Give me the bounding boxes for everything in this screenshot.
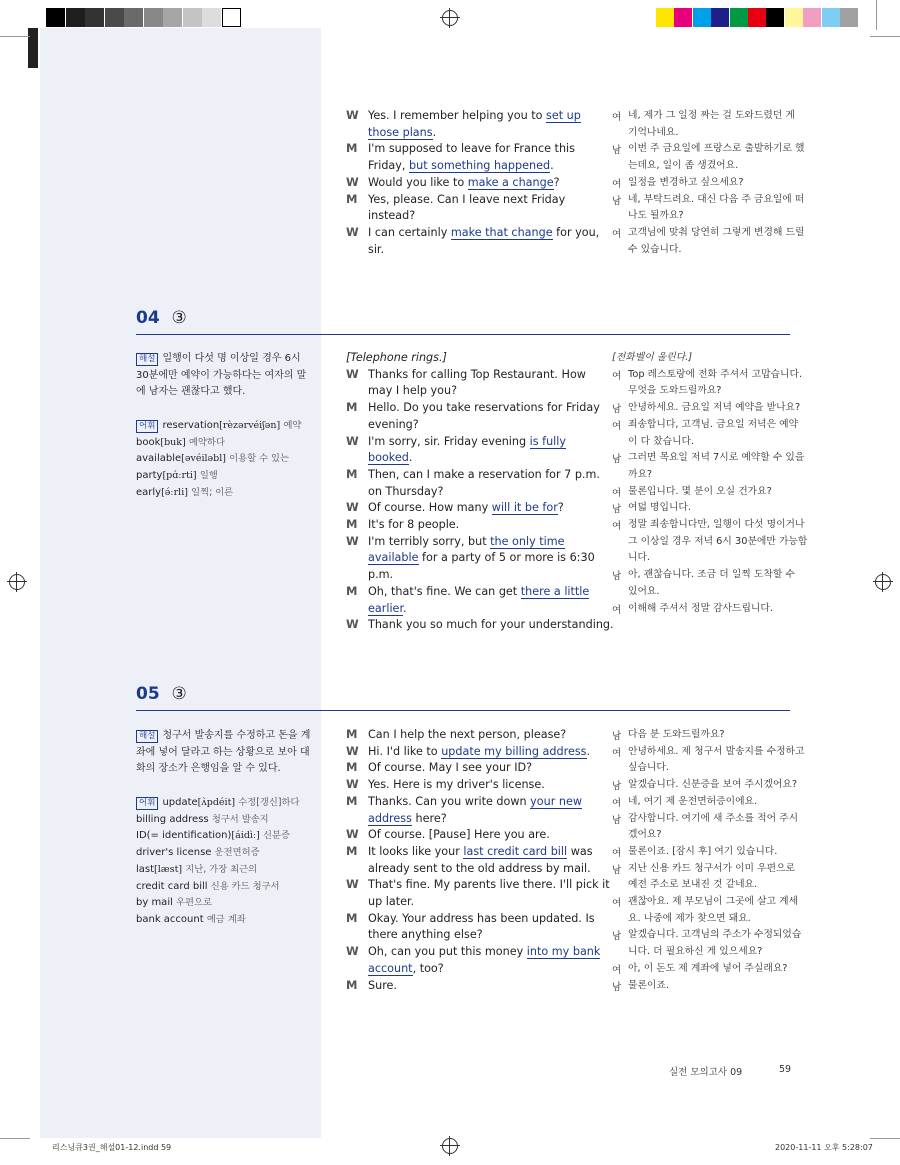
translation-line: 네, 제가 그 일정 짜는 걸 도와드렸던 게 bbox=[628, 110, 795, 121]
translation-line: 까요? bbox=[628, 468, 653, 480]
speaker-label-ko: 여 bbox=[612, 898, 622, 909]
explanation-text: 청구서 발송지를 수정하고 돈을 계 bbox=[162, 730, 311, 741]
crop-mark bbox=[870, 1138, 900, 1139]
translation-line: 고객님에 맞춰 당연히 그렇게 변경해 드릴 bbox=[628, 226, 805, 238]
speaker-label-ko: 여 bbox=[612, 604, 622, 616]
explanation-line bbox=[136, 727, 310, 744]
speaker-label-ko: 여 bbox=[612, 797, 622, 809]
color-swatch bbox=[183, 8, 202, 27]
dialogue-line: Can I help the next person, please? bbox=[368, 728, 567, 741]
translation-line: 물론이죠. [잠시 후] 여기 있습니다. bbox=[628, 845, 778, 857]
speaker-label: W bbox=[346, 500, 359, 515]
translation-line: 니다. 더 필요하신 게 있으세요? bbox=[628, 946, 763, 958]
vocab-meaning: 예약 bbox=[283, 420, 302, 431]
dialogue-line: [Telephone rings.] bbox=[346, 351, 447, 364]
speaker-label: M bbox=[346, 910, 358, 925]
dialogue-line: Oh, can you put this money into my bank bbox=[368, 945, 601, 959]
speaker-label: M bbox=[346, 191, 358, 206]
translation-line: 니다. bbox=[628, 552, 651, 564]
vocab-item bbox=[136, 794, 299, 811]
explanation-tag: 해설 bbox=[136, 730, 158, 743]
translation-line: 무엇을 도와드릴까요? bbox=[628, 385, 722, 397]
vocab-item bbox=[136, 467, 218, 484]
speaker-label: W bbox=[346, 433, 359, 448]
translation-line: 아, 괜찮습니다. 조금 더 일찍 도착할 수 bbox=[628, 569, 795, 581]
dialogue-line: earlier. bbox=[368, 601, 407, 615]
vocab-meaning: 지난, 가장 최근의 bbox=[185, 863, 258, 875]
section-05-title: 05 ③ bbox=[136, 684, 187, 704]
color-swatch bbox=[85, 8, 104, 27]
dialogue-line: It's for 8 people. bbox=[368, 518, 460, 531]
speaker-label-ko: 남 bbox=[612, 931, 622, 943]
color-swatch bbox=[222, 8, 241, 27]
translation-line: 네, 여기 제 운전면허증이에요. bbox=[628, 795, 758, 807]
dialogue-line: instead? bbox=[368, 209, 416, 223]
dialogue-line: I'm terribly sorry, but the only time bbox=[368, 534, 565, 548]
translation-line: 이해해 주셔서 정말 감사드립니다. bbox=[628, 602, 773, 614]
vocab-item bbox=[136, 894, 212, 911]
dialogue-line: evening? bbox=[368, 417, 419, 431]
translation-line: 정말 죄송합니다만, 일행이 다섯 명이거나 bbox=[628, 519, 805, 530]
page-edge-tab bbox=[28, 28, 38, 68]
color-swatch bbox=[674, 8, 692, 27]
dialogue-line: there anything else? bbox=[368, 928, 483, 942]
dialogue-line: Yes, please. Can I leave next Friday bbox=[368, 192, 566, 206]
translation-line: 아, 이 돈도 제 계좌에 넣어 주실래요? bbox=[628, 962, 788, 974]
footer-book-title: 실전 모의고사 09 bbox=[669, 1067, 743, 1078]
dialogue-line: Thank you so much for your understanding. bbox=[368, 618, 614, 632]
vocab-word: available bbox=[136, 453, 182, 465]
speaker-label-ko: 여 bbox=[612, 521, 622, 532]
crop-mark bbox=[870, 36, 900, 37]
color-swatch bbox=[144, 8, 163, 27]
vocab-word: reservation bbox=[162, 420, 220, 431]
translation-line: 그 이상일 경우 저녁 6시 30분에만 가능합 bbox=[628, 535, 808, 547]
vocab-phonetic: [ə́ːrli] bbox=[161, 486, 188, 498]
dialogue-line: Thanks for calling Top Restaurant. How bbox=[368, 367, 586, 381]
vocab-tag: 어휘 bbox=[136, 797, 158, 810]
speaker-label-ko: 남 bbox=[612, 781, 622, 793]
dialogue-line: Of course. [Pause] Here you are. bbox=[368, 828, 550, 842]
dialogue-line: on Thursday? bbox=[368, 484, 444, 498]
translation-line: 다음 분 도와드릴까요? bbox=[628, 729, 725, 740]
color-swatch bbox=[46, 8, 65, 27]
explanation-text: 좌에 넣어 달라고 하는 상황으로 보아 대 bbox=[136, 746, 310, 758]
speaker-label: M bbox=[346, 843, 358, 858]
translation-line: 안녕하세요. 금요일 저녁 예약을 받나요? bbox=[628, 402, 801, 414]
vocab-word: party bbox=[136, 470, 163, 482]
translation-line: 감사합니다. 여기에 새 주소를 적어 주시 bbox=[628, 812, 799, 824]
vocab-phonetic: [ʌ̀pdéit] bbox=[197, 797, 236, 808]
vocab-phonetic: [læst] bbox=[154, 863, 183, 875]
dialogue-line: Oh, that's fine. We can get there a little bbox=[368, 584, 590, 598]
translation-line: 죄송합니다, 고객님. 금요일 저녁은 예약 bbox=[628, 418, 799, 430]
vocab-meaning: 예금 계좌 bbox=[206, 913, 246, 925]
vocab-word: driver's license bbox=[136, 847, 212, 859]
speaker-label: W bbox=[346, 108, 359, 122]
speaker-label: W bbox=[346, 827, 359, 842]
dialogue-line: sir. bbox=[368, 242, 385, 256]
speaker-label-ko: 남 bbox=[612, 571, 622, 583]
speaker-label: M bbox=[346, 977, 358, 992]
color-swatch bbox=[840, 8, 858, 27]
vocab-word: update bbox=[162, 797, 198, 808]
speaker-label-ko: 남 bbox=[612, 981, 622, 993]
speaker-label: W bbox=[346, 743, 359, 758]
dialogue-line: That's fine. My parents live there. I'll pick it bbox=[368, 878, 610, 892]
speaker-label: M bbox=[346, 141, 358, 156]
speaker-label: M bbox=[346, 400, 358, 415]
speaker-label-ko: 여 bbox=[612, 370, 622, 382]
explanation-tag: 해설 bbox=[136, 353, 158, 366]
explanation-text: 일행이 다섯 명 이상일 경우 6시 bbox=[162, 353, 301, 364]
translation-line: 괜찮아요. 제 부모님이 그곳에 살고 계세 bbox=[628, 896, 799, 907]
speaker-label-ko: 남 bbox=[612, 864, 622, 876]
translation-line: 기억나네요. bbox=[628, 126, 679, 138]
dialogue-line: Sure. bbox=[368, 978, 397, 992]
color-swatch bbox=[124, 8, 143, 27]
vocab-phonetic: [rèzərvéiʃən] bbox=[219, 420, 281, 431]
dialogue-line: Yes. I remember helping you to set up bbox=[368, 109, 581, 122]
vocab-word: bank account bbox=[136, 913, 204, 925]
color-swatch bbox=[693, 8, 711, 27]
color-swatch bbox=[730, 8, 748, 27]
vocab-meaning: 신분증 bbox=[263, 830, 290, 842]
vocab-meaning: 일찍; 이른 bbox=[191, 486, 234, 498]
vocab-item bbox=[136, 861, 257, 878]
dialogue-line: Then, can I make a reservation for 7 p.m. bbox=[368, 467, 600, 481]
section-divider bbox=[136, 710, 790, 711]
slug-filename: 리스닝큐3권_해설01-12.indd 59 bbox=[52, 1143, 172, 1152]
speaker-label-ko: 남 bbox=[612, 404, 622, 416]
translation-line: 지난 신용 카드 청구서가 이미 우편으로 bbox=[628, 862, 795, 874]
dialogue-line: Thanks. Can you write down your new bbox=[368, 794, 582, 808]
vocab-phonetic: [pɑ́ːrti] bbox=[162, 470, 197, 482]
vocab-word: by mail bbox=[136, 897, 173, 909]
speaker-label: M bbox=[346, 760, 358, 775]
speaker-label: W bbox=[346, 533, 359, 548]
speaker-label: W bbox=[346, 174, 359, 189]
dialogue-line: Friday, but something happened. bbox=[368, 159, 554, 173]
translation-line: 알겠습니다. 고객님의 주소가 수정되었습 bbox=[628, 929, 802, 941]
dialogue-line: already sent to the old address by mail. bbox=[368, 861, 591, 875]
speaker-label-ko: 여 bbox=[612, 112, 622, 123]
vocab-item bbox=[136, 827, 290, 844]
vocab-meaning: 예약하다 bbox=[188, 436, 225, 448]
vocab-item bbox=[136, 450, 289, 467]
speaker-label-ko: 여 bbox=[612, 178, 622, 190]
slug-date: 2020-11-11 오후 5:28:07 bbox=[775, 1143, 873, 1152]
translation-line: [전화벨이 울린다.] bbox=[612, 352, 693, 363]
speaker-label-ko: 여 bbox=[612, 847, 622, 859]
dialogue-line: Of course. How many will it be for? bbox=[368, 501, 564, 515]
speaker-label: M bbox=[346, 583, 358, 598]
vocab-phonetic: [buk] bbox=[160, 436, 186, 448]
vocab-meaning: 이용할 수 있는 bbox=[229, 453, 289, 465]
speaker-label: W bbox=[346, 777, 359, 792]
translation-line: Top 레스토랑에 전화 주셔서 고맙습니다. bbox=[628, 368, 803, 380]
color-swatch bbox=[766, 8, 784, 27]
explanation-line bbox=[136, 367, 306, 384]
translation-line: 그러면 목요일 저녁 7시로 예약할 수 있을 bbox=[628, 452, 805, 464]
page-number: 59 bbox=[779, 1064, 792, 1075]
translation-line: 는데요, 일이 좀 생겼어요. bbox=[628, 160, 739, 172]
speaker-label-ko: 남 bbox=[612, 504, 622, 516]
speaker-label: W bbox=[346, 224, 359, 239]
dialogue-line: Hi. I'd like to update my billing address. bbox=[368, 744, 591, 758]
dialogue-line: those plans. bbox=[368, 125, 437, 139]
dialogue-line: Of course. May I see your ID? bbox=[368, 761, 533, 775]
color-swatch bbox=[785, 8, 803, 27]
color-swatch bbox=[711, 8, 729, 27]
speaker-label-ko: 여 bbox=[612, 420, 622, 432]
speaker-label: W bbox=[346, 944, 359, 959]
vocab-item bbox=[136, 844, 260, 861]
dialogue-line: account, too? bbox=[368, 961, 444, 975]
explanation-text: 화의 장소가 은행임을 알 수 있다. bbox=[136, 763, 281, 775]
dialogue-line: Okay. Your address has been updated. Is bbox=[368, 911, 595, 925]
translation-line: 예전 주소로 보내진 것 같네요. bbox=[628, 879, 758, 891]
speaker-label: W bbox=[346, 617, 359, 632]
translation-line: 안녕하세요. 제 청구서 발송지를 수정하고 bbox=[628, 745, 805, 757]
vocab-item bbox=[136, 434, 225, 451]
crop-mark bbox=[876, 0, 877, 30]
dialogue-line: available for a party of 5 or more is 6:30 bbox=[368, 551, 595, 565]
explanation-line bbox=[136, 760, 281, 777]
speaker-label-ko: 남 bbox=[612, 814, 622, 826]
vocab-item bbox=[136, 811, 269, 828]
translation-line: 물론이죠. bbox=[628, 979, 669, 991]
vocab-meaning: 운전면허증 bbox=[214, 847, 260, 859]
section-divider bbox=[136, 334, 790, 335]
dialogue-line: Hello. Do you take reservations for Friday bbox=[368, 401, 600, 415]
vocab-item bbox=[136, 878, 280, 895]
explanation-line bbox=[136, 383, 245, 400]
speaker-label-ko: 남 bbox=[612, 454, 622, 466]
dialogue-line: address here? bbox=[368, 811, 447, 825]
vocab-word: early bbox=[136, 486, 162, 498]
section-04-title: 04 ③ bbox=[136, 308, 187, 328]
registration-mark-icon bbox=[442, 1138, 458, 1154]
vocab-meaning: 청구서 발송지 bbox=[211, 813, 269, 825]
dialogue-line: Would you like to make a change? bbox=[368, 175, 560, 189]
vocab-meaning: 우편으로 bbox=[176, 897, 212, 909]
translation-line: 이번 주 금요일에 프랑스로 출발하기로 했 bbox=[628, 143, 805, 155]
vocab-word: ID(= identification) bbox=[136, 830, 232, 842]
crop-mark bbox=[0, 36, 30, 37]
translation-line: 싶습니다. bbox=[628, 762, 669, 774]
speaker-label-ko: 남 bbox=[612, 195, 622, 207]
speaker-label: M bbox=[346, 517, 358, 531]
vocab-item bbox=[136, 484, 233, 501]
dialogue-line: I'm supposed to leave for France this bbox=[368, 142, 575, 156]
vocab-phonetic: [əvéiləbl] bbox=[181, 453, 226, 465]
explanation-text: 에 남자는 괜찮다고 했다. bbox=[136, 386, 246, 398]
vocab-meaning: 신용 카드 청구서 bbox=[210, 880, 280, 892]
speaker-label-ko: 여 bbox=[612, 487, 622, 499]
translation-line: 물론입니다. 몇 분이 오실 건가요? bbox=[628, 485, 772, 497]
translation-line: 겠어요? bbox=[628, 829, 662, 841]
speaker-label: W bbox=[346, 366, 359, 381]
translation-line: 네, 부탁드려요. 대신 다음 주 금요일에 떠 bbox=[628, 193, 805, 205]
vocab-word: last bbox=[136, 863, 155, 875]
translation-line: 이 다 찼습니다. bbox=[628, 435, 695, 447]
crop-mark bbox=[0, 1138, 30, 1139]
color-swatch bbox=[803, 8, 821, 27]
speaker-label: W bbox=[346, 877, 359, 892]
speaker-label: M bbox=[346, 466, 358, 481]
speaker-label: M bbox=[346, 793, 358, 808]
dialogue-line: Yes. Here is my driver's license. bbox=[368, 778, 545, 792]
translation-line: 있어요. bbox=[628, 585, 660, 597]
translation-line: 요. 나중에 제가 찾으면 돼요. bbox=[628, 912, 751, 924]
color-swatch bbox=[748, 8, 766, 27]
dialogue-line: I'm sorry, sir. Friday evening is fully bbox=[368, 434, 567, 448]
color-swatch bbox=[822, 8, 840, 27]
color-swatch bbox=[656, 8, 674, 27]
dialogue-line: p.m. bbox=[368, 568, 394, 582]
vocab-word: billing address bbox=[136, 813, 209, 825]
registration-mark-icon bbox=[875, 574, 891, 590]
vocab-item bbox=[136, 911, 246, 928]
vocab-tag: 어휘 bbox=[136, 420, 158, 433]
explanation-line bbox=[136, 350, 301, 367]
vocab-meaning: 수정[갱신]하다 bbox=[238, 797, 300, 808]
registration-mark-icon bbox=[9, 574, 25, 590]
speaker-label-ko: 남 bbox=[612, 145, 622, 157]
translation-line: 일정을 변경하고 싶으세요? bbox=[628, 176, 744, 188]
dialogue-line: booked. bbox=[368, 451, 413, 465]
translation-line: 수 있습니다. bbox=[628, 243, 682, 255]
registration-mark-icon bbox=[442, 10, 458, 26]
speaker-label-ko: 여 bbox=[612, 747, 622, 759]
translation-line: 알겠습니다. 신분증을 보여 주시겠어요? bbox=[628, 779, 798, 791]
color-swatch bbox=[66, 8, 85, 27]
dialogue-line: I can certainly make that change for you, bbox=[368, 225, 600, 239]
dialogue-line: may I help you? bbox=[368, 384, 458, 398]
vocab-word: credit card bill bbox=[136, 880, 208, 892]
explanation-line bbox=[136, 744, 310, 761]
vocab-phonetic: [áidìː] bbox=[231, 830, 260, 842]
speaker-label-ko: 여 bbox=[612, 964, 622, 976]
color-swatch bbox=[105, 8, 124, 27]
dialogue-line: up later. bbox=[368, 895, 415, 908]
color-swatch bbox=[202, 8, 221, 27]
translation-line: 여덟 명입니다. bbox=[628, 502, 692, 514]
speaker-label-ko: 여 bbox=[612, 228, 622, 240]
dialogue-line: It looks like your last credit card bill was bbox=[368, 844, 593, 858]
color-swatch bbox=[163, 8, 182, 27]
vocab-item bbox=[136, 417, 301, 434]
vocab-word: book bbox=[136, 436, 161, 448]
sidebar-background bbox=[40, 28, 321, 1138]
explanation-text: 30분에만 예약이 가능하다는 여자의 말 bbox=[136, 369, 307, 381]
translation-line: 나도 될까요? bbox=[628, 210, 684, 222]
vocab-meaning: 일행 bbox=[199, 470, 218, 482]
speaker-label: M bbox=[346, 727, 358, 741]
speaker-label-ko: 남 bbox=[612, 731, 622, 742]
